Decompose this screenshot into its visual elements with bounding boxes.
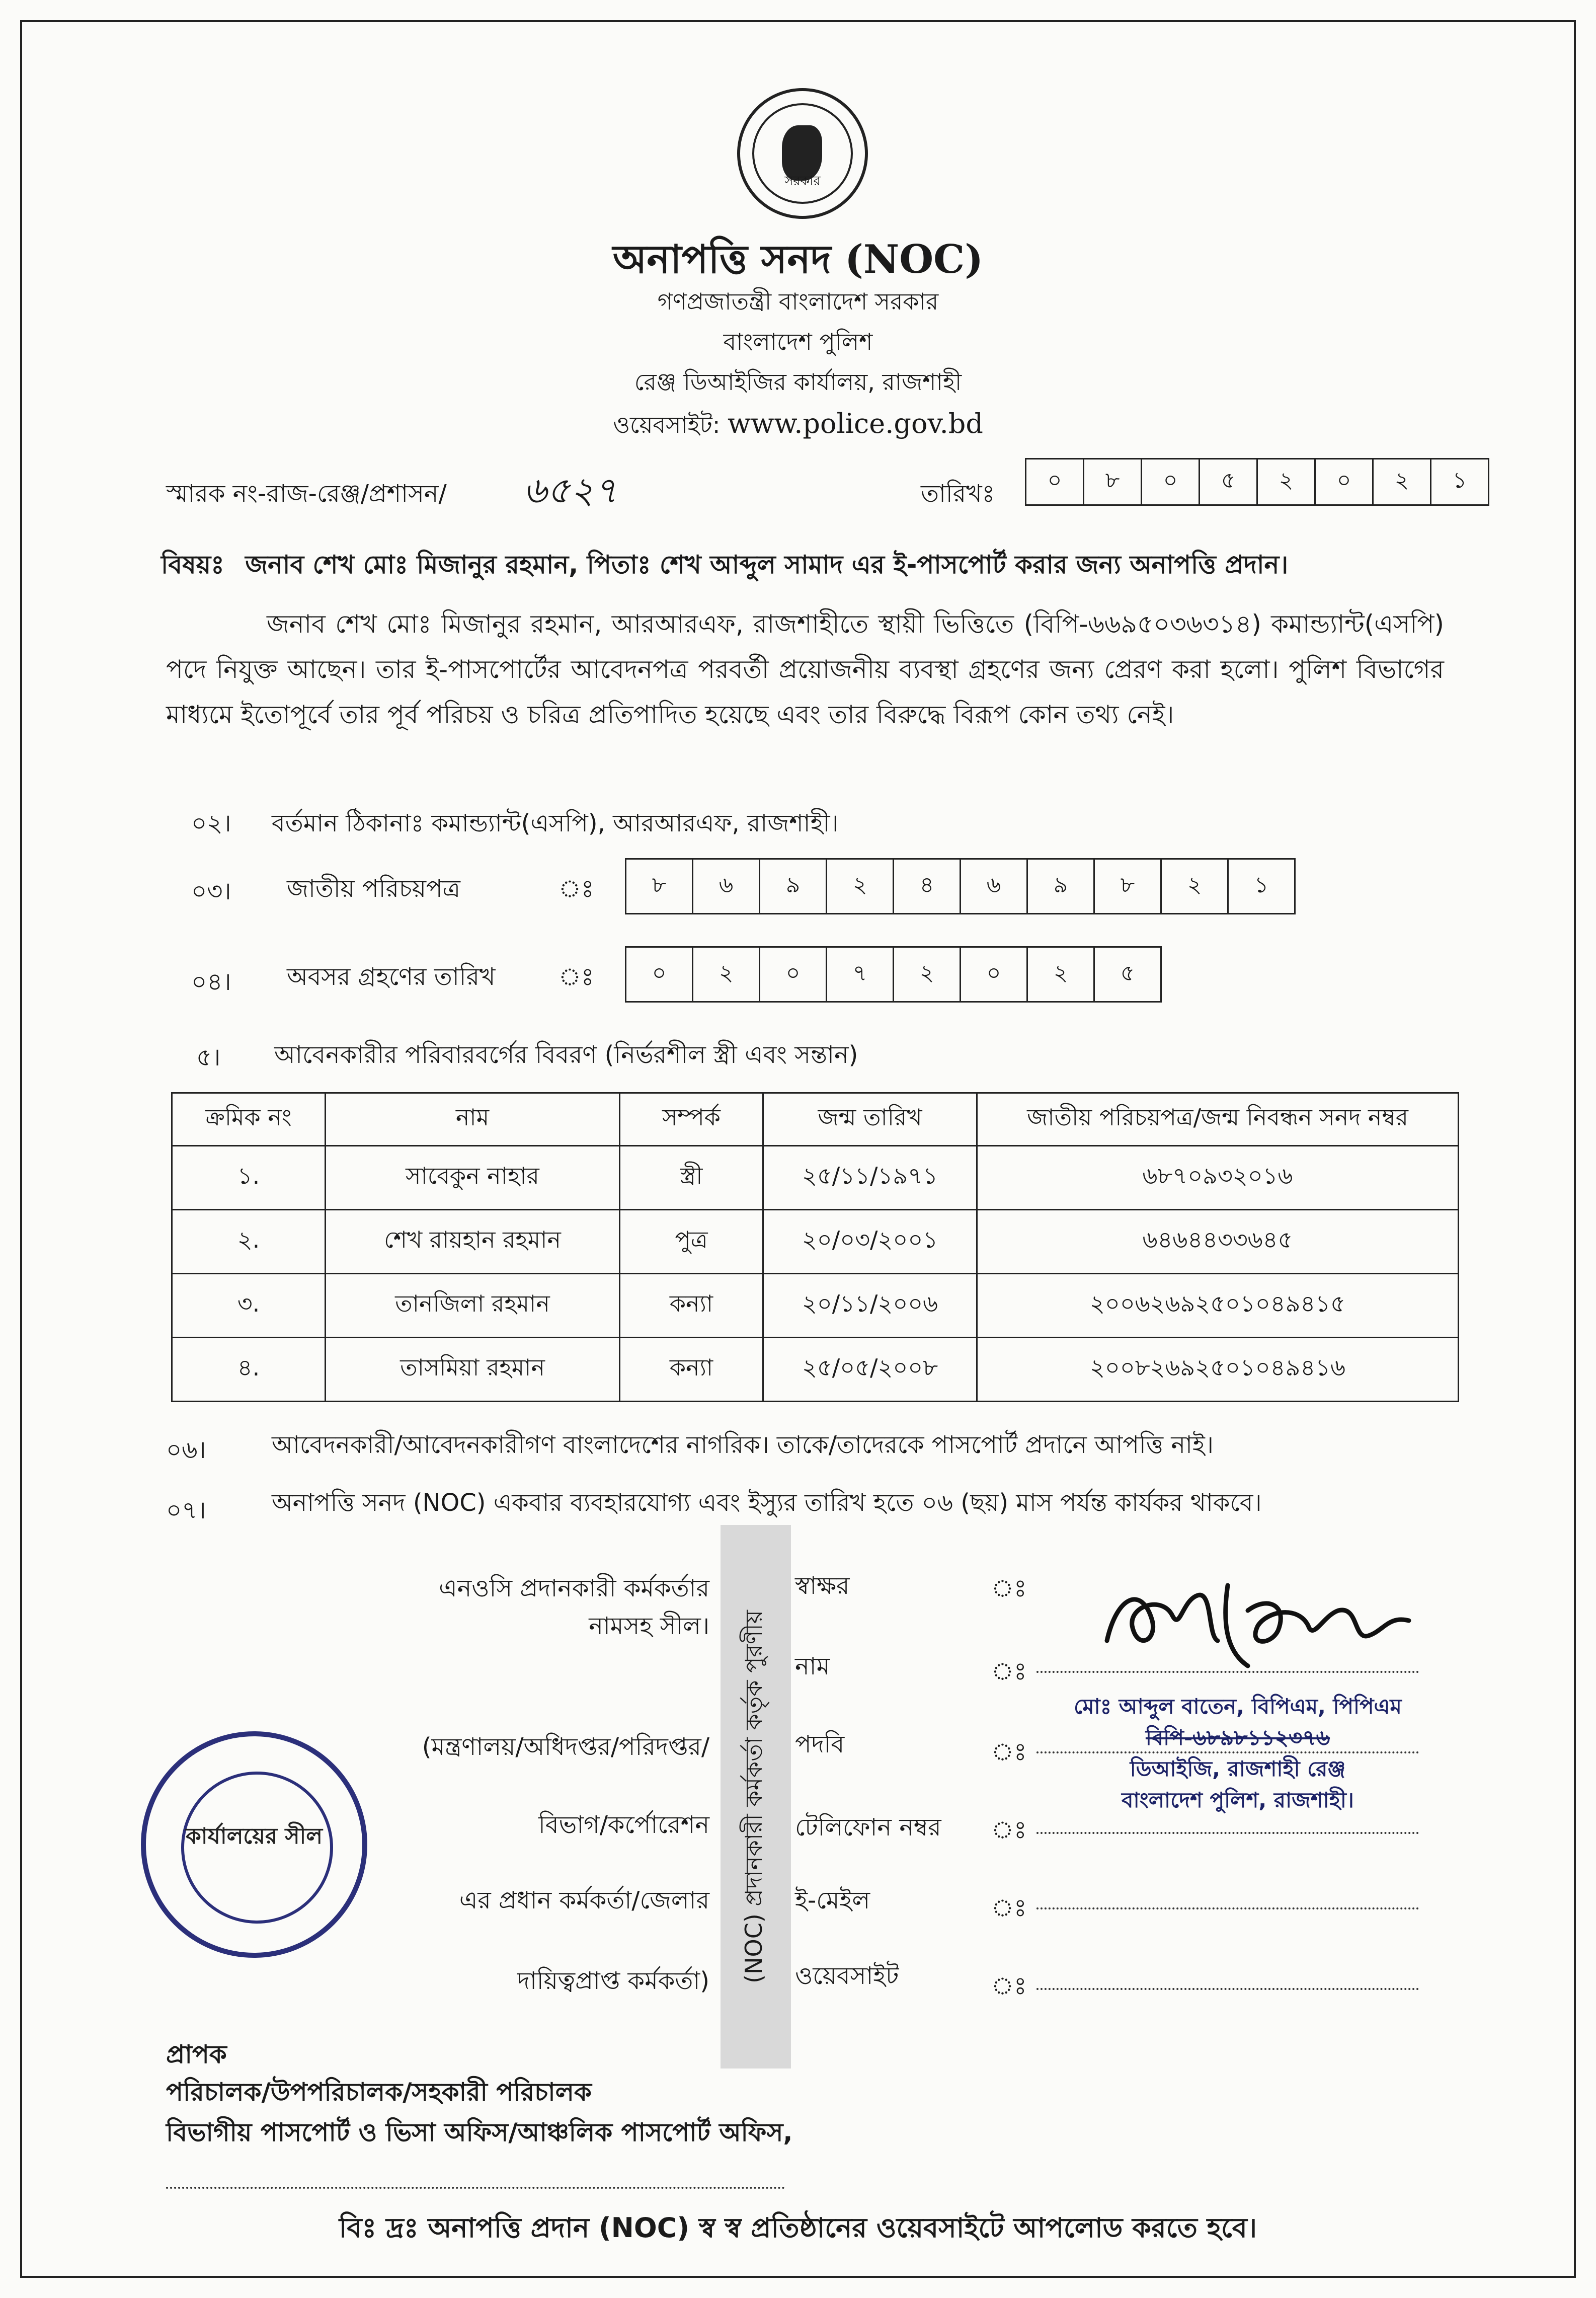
item-7-number: ০৭।: [166, 1496, 206, 1524]
nid-digit-box: ৮: [1093, 858, 1162, 914]
signer-details: [1057, 1691, 1419, 1816]
officer-line-1: এনওসি প্রদানকারী কর্মকর্তার: [439, 1574, 709, 1602]
nid-digit-box: ৬: [692, 858, 760, 914]
recipient-address-line: [166, 2187, 785, 2189]
nid-digit-box: ৯: [759, 858, 827, 914]
seal-text: সরকার: [784, 174, 821, 189]
date-boxes: [1026, 458, 1489, 506]
recipient-line-1: পরিচালক/উপপরিচালক/সহকারী পরিচালক: [166, 2078, 592, 2107]
date-digit-box: ২: [1372, 458, 1431, 506]
field-telephone-label: টেলিফোন নম্বর: [795, 1813, 941, 1842]
table-row: [172, 1210, 1459, 1274]
table-row: [172, 1338, 1459, 1402]
government-seal: [737, 88, 868, 219]
officer-line-6: দায়িত্বপ্রাপ্ত কর্মকর্তা): [517, 1967, 709, 1995]
family-table-header: [172, 1093, 1459, 1146]
cell-id-number: ২০০৮২৬৯২৫০১০৪৯৪১৬: [977, 1338, 1459, 1402]
nid-digit-box: ৯: [1026, 858, 1095, 914]
field-name-colon: ঃ: [991, 1657, 1027, 1686]
retirement-digit-box: ৫: [1093, 946, 1162, 1003]
email-line: [1036, 1907, 1419, 1909]
cell-id-number: ৬৮৭০৯৩২০১৬: [977, 1146, 1459, 1210]
officer-line-5: এর প্রধান কর্মকর্তা/জেলার: [459, 1886, 709, 1914]
noc-officer-vertical-label: (NOC) প্রদানকারী কর্মকর্তা কর্তৃক পুরণীয়: [721, 1525, 791, 2069]
signer-bp-number: বিপি-৬৮৯৮১১২৩৭৬: [1145, 1725, 1330, 1750]
date-digit-box: ২: [1256, 458, 1316, 506]
header-relation: সম্পর্ক: [620, 1093, 763, 1146]
item-3-number: ০৩।: [191, 877, 231, 905]
item-2-number: ০২।: [191, 809, 231, 837]
cell-relation: স্ত্রী: [620, 1146, 763, 1210]
cell-name: তানজিলা রহমান: [326, 1274, 620, 1338]
retirement-digit-box: ০: [625, 946, 693, 1003]
nid-digit-box: ২: [1160, 858, 1229, 914]
validity-note: অনাপত্তি সনদ (NOC) একবার ব্যবহারযোগ্য এবং ইস্যুর তারিখ হতে ০৬ (ছয়) মাস পর্যন্ত কার্যকর থাকবে।: [272, 1489, 1262, 1517]
government-line: গণপ্রজাতন্ত্রী বাংলাদেশ সরকার: [657, 288, 939, 315]
cell-birth-date: ২৫/১১/১৯৭১: [763, 1146, 977, 1210]
cell-serial: ২.: [172, 1210, 326, 1274]
table-row: [172, 1274, 1459, 1338]
citizenship-note: আবেদনকারী/আবেদনকারীগণ বাংলাদেশের নাগরিক। তাকে/তাদেরকে পাসপোর্ট প্রদানে আপত্তি নাই।: [272, 1431, 1214, 1459]
officer-line-4: বিভাগ/কর্পোরেশন: [538, 1811, 709, 1839]
nid-label: জাতীয় পরিচয়পত্র: [287, 875, 460, 903]
recipient-line-2: বিভাগীয় পাসপোর্ট ও ভিসা অফিস/আঞ্চলিক পাসপোর্ট অফিস,: [166, 2118, 793, 2147]
nid-digit-box: ৮: [625, 858, 693, 914]
item-4-number: ০৪।: [191, 968, 231, 996]
item-6-number: ০৬।: [166, 1436, 206, 1464]
recipient-label: প্রাপক: [166, 2040, 227, 2069]
memo-number: ৬৫২৭: [523, 469, 618, 511]
subject-label: বিষয়ঃ: [161, 550, 224, 579]
date-digit-box: ৫: [1199, 458, 1258, 506]
retirement-colon: ঃ: [558, 963, 594, 991]
date-digit-box: ৮: [1083, 458, 1142, 506]
retirement-digit-box: ৭: [826, 946, 894, 1003]
retirement-digit-box: ০: [960, 946, 1028, 1003]
police-line: বাংলাদেশ পুলিশ: [723, 328, 873, 355]
office-stamp-label: কার্যালয়ের সীল: [186, 1823, 323, 1849]
cell-relation: কন্যা: [620, 1338, 763, 1402]
cell-name: সাবেকুন নাহার: [326, 1146, 620, 1210]
header-id-number: জাতীয় পরিচয়পত্র/জন্ম নিবন্ধন সনদ নম্বর: [977, 1093, 1459, 1146]
subject-line: [161, 546, 1288, 588]
signer-designation: ডিআইজি, রাজশাহী রেঞ্জ: [1130, 1756, 1346, 1781]
cell-id-number: ২০০৬২৬৯২৫০১০৪৯৪১৫: [977, 1274, 1459, 1338]
field-designation-label: পদবি: [795, 1730, 845, 1758]
cell-relation: কন্যা: [620, 1274, 763, 1338]
nid-digit-box: ১: [1227, 858, 1296, 914]
retirement-digit-box: ০: [759, 946, 827, 1003]
handwritten-signature: [1097, 1565, 1424, 1676]
cell-serial: ৩.: [172, 1274, 326, 1338]
field-website-label: ওয়েবসাইট: [795, 1962, 899, 1990]
cell-birth-date: ২৫/০৫/২০০৮: [763, 1338, 977, 1402]
signer-office: বাংলাদেশ পুলিশ, রাজশাহী।: [1122, 1788, 1354, 1812]
website-line: [0, 408, 1596, 446]
field-signature-colon: ঃ: [991, 1574, 1027, 1602]
date-digit-box: ০: [1141, 458, 1200, 506]
signer-name: মোঃ আব্দুল বাতেন, বিপিএম, পিপিএম: [1074, 1694, 1402, 1719]
date-digit-box: ১: [1430, 458, 1489, 506]
nid-digit-box: ২: [826, 858, 894, 914]
header-birth-date: জন্ম তারিখ: [763, 1093, 977, 1146]
cell-name: শেখ রায়হান রহমান: [326, 1210, 620, 1274]
family-heading: আবেনকারীর পরিবারবর্গের বিবরণ (নির্ভরশীল স্ত্রী এবং সন্তান): [274, 1041, 858, 1069]
website-line-blank: [1036, 1988, 1419, 1990]
retirement-label: অবসর গ্রহণের তারিখ: [287, 963, 496, 991]
office-line: রেঞ্জ ডিআইজির কার্যালয়, রাজশাহী: [634, 368, 962, 396]
date-label: তারিখঃ: [921, 480, 995, 508]
date-digit-box: ০: [1314, 458, 1374, 506]
cell-serial: ১.: [172, 1146, 326, 1210]
cell-id-number: ৬৪৬৪৪৩৩৬৪৫: [977, 1210, 1459, 1274]
website-label: ওয়েবসাইট:: [613, 411, 721, 438]
item-5-number: ৫।: [196, 1043, 221, 1071]
cell-serial: ৪.: [172, 1338, 326, 1402]
website-url: www.police.gov.bd: [728, 408, 983, 439]
nid-colon: ঃ: [558, 875, 594, 903]
nid-digit-box: ৬: [960, 858, 1028, 914]
field-designation-colon: ঃ: [991, 1738, 1027, 1766]
cell-name: তাসমিয়া রহমান: [326, 1338, 620, 1402]
retirement-digit-box: ২: [1026, 946, 1095, 1003]
field-telephone-colon: ঃ: [991, 1816, 1027, 1844]
family-table: [171, 1092, 1459, 1402]
officer-line-3: (মন্ত্রণালয়/অধিদপ্তর/পরিদপ্তর/: [422, 1733, 709, 1761]
nid-digit-box: ৪: [893, 858, 961, 914]
footer-note: বিঃ দ্রঃ অনাপত্তি প্রদান (NOC) স্ব স্ব প্রতিষ্ঠানের ওয়েবসাইটে আপলোড করতে হবে।: [339, 2212, 1257, 2244]
header-name: নাম: [326, 1093, 620, 1146]
field-signature-label: স্বাক্ষর: [795, 1572, 850, 1600]
field-website-colon: ঃ: [991, 1972, 1027, 2000]
retirement-digit-box: ২: [893, 946, 961, 1003]
current-address: বর্তমান ঠিকানাঃ কমান্ড্যান্ট(এসপি), আরআরএফ, রাজশাহী।: [272, 809, 839, 837]
retirement-digit-box: ২: [692, 946, 760, 1003]
document-title: অনাপত্তি সনদ (NOC): [612, 237, 984, 282]
cell-birth-date: ২০/১১/২০০৬: [763, 1274, 977, 1338]
field-name-label: নাম: [795, 1652, 830, 1680]
field-email-label: ই-মেইল: [795, 1886, 870, 1914]
officer-line-2: নামসহ সীল।: [589, 1612, 709, 1640]
date-digit-box: ০: [1025, 458, 1084, 506]
nid-boxes: [626, 858, 1296, 914]
retirement-date-boxes: [626, 946, 1162, 1003]
body-paragraph: জনাব শেখ মোঃ মিজানুর রহমান, আরআরএফ, রাজশাহীতে স্থায়ী ভিত্তিতে (বিপি-৬৬৯৫০৩৬৩১৪) কমান্ড্যান্ট(এসপি) পদে নিযুক্ত আছেন। তার ই-পাসপোর্টের আবেদনপত্র পরবর্তী প্রয়োজনীয় ব্যবস্থা গ্রহণের জন্য প্রেরণ করা হলো। পুলিশ বিভাগের মাধ্যমে ইতোপূর্বে তার পূর্ব পরিচয় ও চরিত্র প্রতিপাদিত হয়েছে এবং তার বিরুদ্ধে বিরূপ কোন তথ্য নেই।: [166, 609, 1444, 729]
office-stamp: [141, 1731, 367, 1958]
table-row: [172, 1146, 1459, 1210]
subject-text: জনাব শেখ মোঃ মিজানুর রহমান, পিতাঃ শেখ আব্দুল সামাদ এর ই-পাসপোর্ট করার জন্য অনাপত্তি প্রদান।: [245, 550, 1289, 579]
header-serial: ক্রমিক নং: [172, 1093, 326, 1146]
cell-birth-date: ২০/০৩/২০০১: [763, 1210, 977, 1274]
cell-relation: পুত্র: [620, 1210, 763, 1274]
memo-label: স্মারক নং-রাজ-রেঞ্জ/প্রশাসন/: [166, 480, 447, 508]
telephone-line: [1036, 1832, 1419, 1834]
field-email-colon: ঃ: [991, 1894, 1027, 1922]
